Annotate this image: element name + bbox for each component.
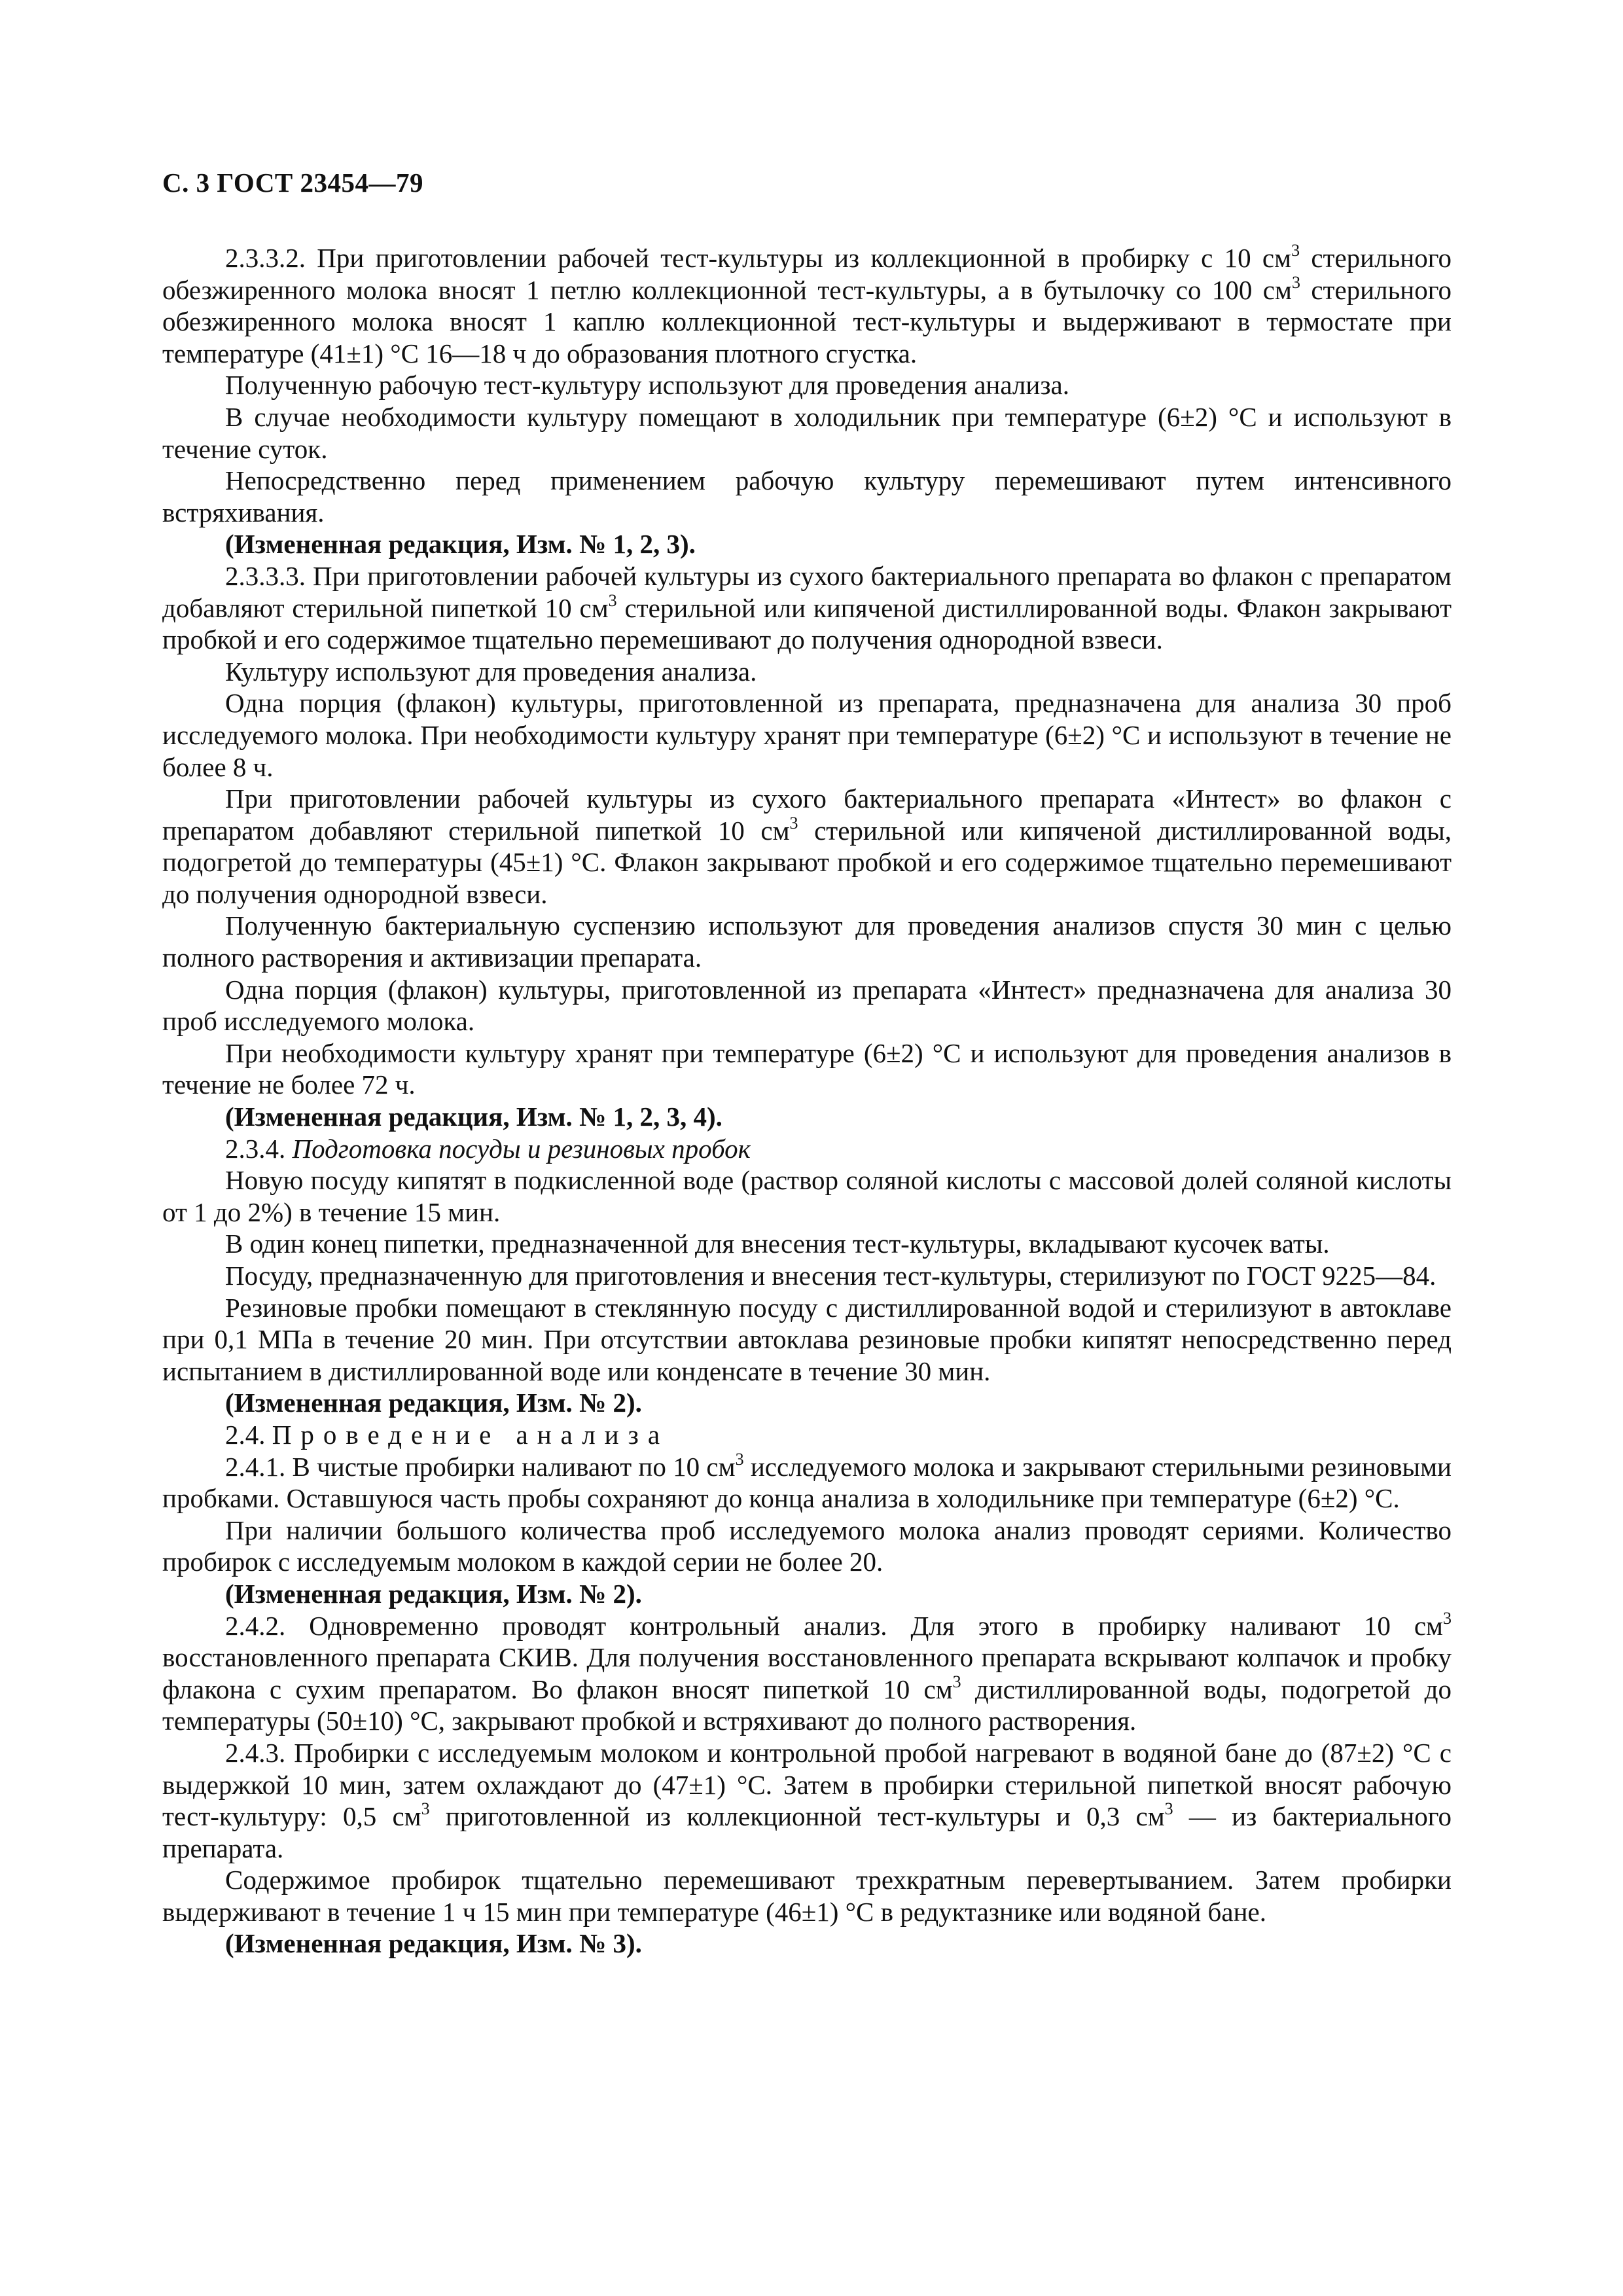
paragraph-2-3-3-3: 2.3.3.3. При приготовлении рабочей культуры из сухого бактериального препарата во флакон с препаратом добавляют стерильной пипеткой 10 $см^3$ стерильной или кипяченой дистиллированной воды. Флакон закрывают пробкой и его содержимое тщательно перемешивают до получения однородной взвеси. (162, 560, 1452, 655)
amendment-note: (Измененная редакция, Изм. № 2). (225, 1578, 642, 1609)
section-heading-2-4: 2.4. Проведение анализа (225, 1419, 669, 1450)
paragraph: В случае необходимости культуру помещают в холодильник при температуре (6±2) °С и используют в течение суток. (162, 401, 1452, 464)
paragraph-2-4-3: 2.4.3. Пробирки с исследуемым молоком и контрольной пробой нагревают в водяной бане до (87±2) °С с выдержкой 10 мин, затем охлаждают до (47±1) °С. Затем в пробирки стерильной пипеткой вносят рабочую тест-культуру: 0,5 $см^3$ приготовленной из коллекционной тест-культуры и 0,3 $см^3$ — из бактериального препарата. (162, 1737, 1452, 1863)
paragraph-2-3-3-2: 2.3.3.2. При приготовлении рабочей тест-культуры из коллекционной в пробирку с 10 $см^3$ стерильного обезжиренного молока вносят 1 петлю коллекционной тест-культуры, а в бутылочку со 100 $см^3$ стерильного обезжиренного молока вносят 1 каплю коллекционной тест-культуры и выдерживают в термостате при температуре (41±1) °С 16—18 ч до образования плотного сгустка. (162, 241, 1452, 368)
paragraph: Одна порция (флакон) культуры, приготовленной из препарата «Интест» предназначена для анализа 30 проб исследуемого молока. (162, 974, 1452, 1037)
amendment-note: (Измененная редакция, Изм. № 2). (225, 1388, 642, 1418)
paragraph: Новую посуду кипятят в подкисленной воде (раствор соляной кислоты с массовой долей соляной кислоты от 1 до 2%) в течение 15 мин. (162, 1165, 1452, 1227)
document-body (162, 242, 1452, 1960)
amendment-note: (Измененная редакция, Изм. № 1, 2, 3, 4). (225, 1102, 722, 1132)
paragraph: Посуду, предназначенную для приготовления и внесения тест-культуры, стерилизуют по ГОСТ 9225—84. (225, 1261, 1436, 1291)
paragraph-2-4-1: 2.4.1. В чистые пробирки наливают по 10 $см^3$ исследуемого молока и закрывают стерильными резиновыми пробками. Оставшуюся часть пробы сохраняют до конца анализа в холодильнике при температуре (6±2) °С. (162, 1449, 1452, 1514)
paragraph: Непосредственно перед применением рабочую культуру перемешивают путем интенсивного встряхивания. (162, 465, 1452, 528)
paragraph: Культуру используют для проведения анализа. (225, 656, 757, 687)
paragraph: Содержимое пробирок тщательно перемешивают трехкратным перевертыванием. Затем пробирки выдерживают в течение 1 ч 15 мин при температуре (46±1) °С в редуктазнике или водяной бане. (162, 1865, 1452, 1927)
paragraph: Резиновые пробки помещают в стеклянную посуду с дистиллированной водой и стерилизуют в автоклаве при 0,1 МПа в течение 20 мин. При отсутствии автоклава резиновые пробки кипятят непосредственно перед испытанием в дистиллированной воде или конденсате в течение 30 мин. (162, 1292, 1452, 1386)
section-heading-2-3-4: 2.3.4. Подготовка посуды и резиновых пробок (225, 1133, 751, 1164)
paragraph: При наличии большого количества проб исследуемого молока анализ проводят сериями. Количество пробирок с исследуемым молоком в каждой серии не более 20. (162, 1515, 1452, 1577)
paragraph: Одна порция (флакон) культуры, приготовленной из препарата, предназначена для анализа 30 проб исследуемого молока. При необходимости культуру хранят при температуре (6±2) °С и используют в течение не более 8 ч. (162, 688, 1452, 782)
amendment-note: (Измененная редакция, Изм. № 3). (225, 1928, 642, 1959)
page-header: С. 3 ГОСТ 23454—79 (162, 168, 424, 198)
paragraph: В один конец пипетки, предназначенной для внесения тест-культуры, вкладывают кусочек ваты. (225, 1229, 1330, 1259)
paragraph: Полученную бактериальную суспензию используют для проведения анализов спустя 30 мин с целью полного растворения и активизации препарата. (162, 910, 1452, 973)
amendment-note: (Измененная редакция, Изм. № 1, 2, 3). (225, 529, 696, 560)
paragraph: При необходимости культуру хранят при температуре (6±2) °С и используют для проведения анализов в течение не более 72 ч. (162, 1037, 1452, 1100)
paragraph: При приготовлении рабочей культуры из сухого бактериального препарата «Интест» во флакон с препаратом добавляют стерильной пипеткой 10 $см^3$ стерильной или кипяченой дистиллированной воды, подогретой до температуры (45±1) °С. Флакон закрывают пробкой и его содержимое тщательно перемешивают до получения однородной взвеси. (162, 783, 1452, 909)
paragraph-2-4-2: 2.4.2. Одновременно проводят контрольный анализ. Для этого в пробирку наливают 10 $см^3$ восстановленного препарата СКИВ. Для получения восстановленного препарата вскрывают колпачок и пробку флакона с сухим препаратом. Во флакон вносят пипеткой 10 $см^3$ дистиллированной воды, подогретой до температуры (50±10) °С, закрывают пробкой и встряхивают до полного растворения. (162, 1608, 1452, 1736)
paragraph: Полученную рабочую тест-культуру используют для проведения анализа. (225, 370, 1069, 401)
